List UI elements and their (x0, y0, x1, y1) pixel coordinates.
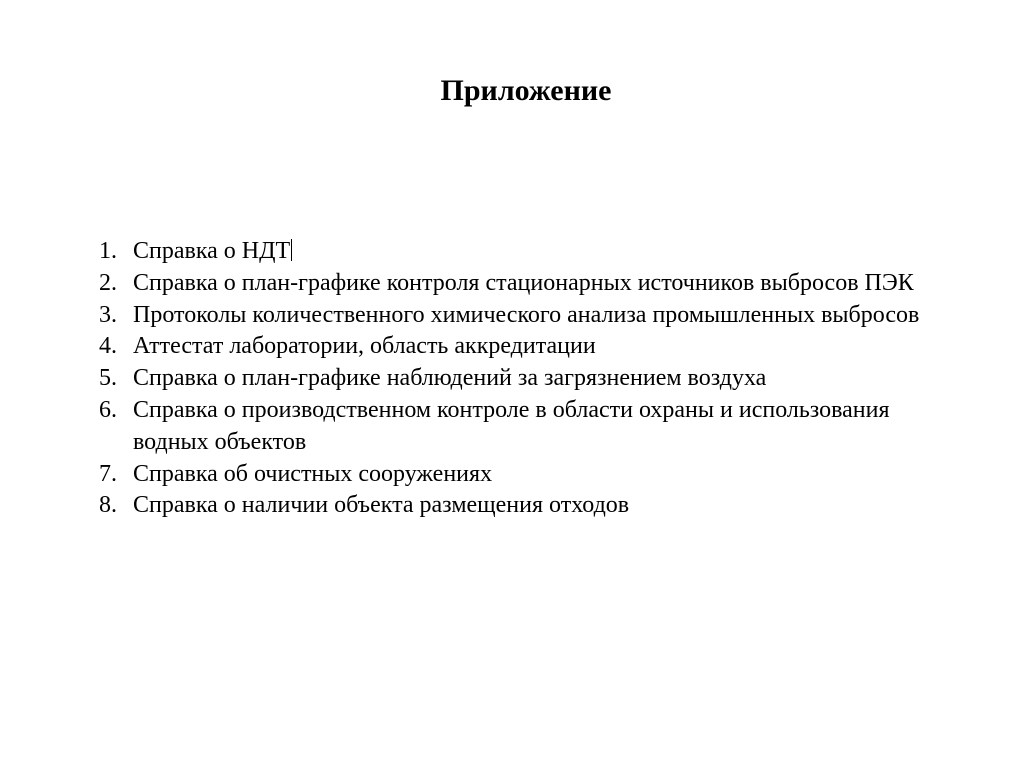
list-item-text[interactable]: Справка об очистных сооружениях (133, 460, 493, 487)
list-item-number: 2. (99, 269, 117, 296)
list-item-text[interactable]: Справка о производственном контроле в области охраны и использования водных объектов (133, 396, 890, 455)
list-item (99, 395, 999, 459)
list-item-text[interactable]: Справка о план-графике наблюдений за загрязнением воздуха (133, 365, 767, 392)
text-cursor (291, 239, 292, 261)
list-item-text[interactable]: Справка о план-графике контроля стационарных источников выбросов ПЭК (133, 269, 914, 296)
list-item-text[interactable]: Аттестат лаборатории, область аккредитации (133, 333, 596, 360)
list-item (99, 363, 999, 395)
list-item-text[interactable]: Справка о наличии объекта размещения отходов (133, 492, 630, 519)
list-item (99, 331, 999, 363)
list-item (99, 459, 999, 491)
list-item-number: 6. (99, 396, 117, 423)
list-item-number: 7. (99, 460, 117, 487)
list-item (99, 300, 999, 332)
list-item-text-container[interactable] (133, 236, 955, 268)
list-item-number: 3. (99, 301, 117, 328)
list-item-number: 5. (99, 365, 117, 392)
list-item (99, 268, 999, 300)
list-item (99, 490, 999, 522)
list-item (99, 236, 999, 268)
page-title: Приложение (440, 74, 612, 107)
list-item-text[interactable]: Протоколы количественного химического анализа промышленных выбросов (133, 301, 920, 328)
list-item-number: 4. (99, 333, 117, 360)
list-item-number: 8. (99, 492, 117, 519)
appendix-list (99, 236, 999, 522)
list-item-number: 1. (99, 238, 117, 264)
list-item-text: Справка о НДТ (133, 238, 291, 264)
